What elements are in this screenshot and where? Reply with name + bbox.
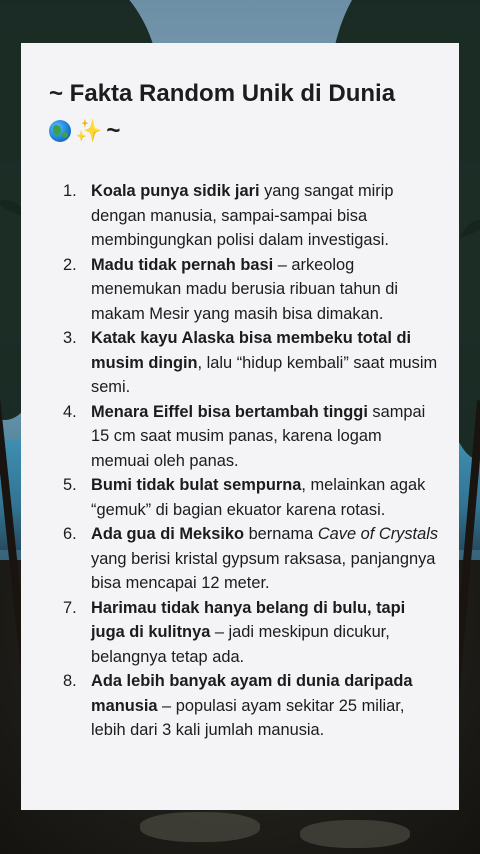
fact-highlight: Menara Eiffel bisa bertambah tinggi: [91, 402, 368, 421]
sparkles-icon: ✨: [75, 117, 103, 143]
title-text: ~ Fakta Random Unik di Dunia: [49, 80, 396, 107]
facts-card: [21, 43, 459, 810]
fact-item: [49, 326, 439, 400]
fact-highlight: Katak kayu Alaska bisa membeku total di musim dingin: [91, 329, 412, 372]
fact-item: [49, 179, 439, 253]
fact-text: – populasi ayam sekitar 25 miliar, lebih dari 3 kali jumlah manusia.: [91, 696, 405, 739]
fact-number: 4.: [63, 402, 77, 421]
fact-highlight: Madu tidak pernah basi: [91, 255, 274, 274]
fact-highlight: Ada lebih banyak ayam di dunia daripada manusia: [91, 672, 413, 715]
fact-text: bernama: [244, 525, 318, 543]
rock: [140, 812, 260, 842]
facts-list: [49, 179, 439, 743]
fact-number: 3.: [63, 329, 77, 347]
fact-item: [49, 473, 439, 522]
fact-item: [49, 522, 439, 596]
title-suffix: ~: [106, 116, 121, 144]
fact-highlight: Koala punya sidik jari: [91, 182, 260, 200]
fact-highlight: Harimau tidak hanya belang di bulu, tapi juga di kulitnya: [91, 598, 406, 641]
fact-text: – arkeolog menemukan madu berusia ribuan tahun di makam Mesir yang masih bisa dimakan.: [91, 255, 399, 323]
title-emojis: [49, 113, 120, 149]
post-title: [49, 76, 439, 149]
fact-item: [49, 596, 439, 670]
fact-number: 5.: [63, 476, 77, 494]
fact-number: 2.: [63, 255, 77, 274]
fact-item: [49, 669, 439, 743]
rock: [300, 820, 410, 848]
fact-item: [49, 253, 439, 327]
fact-text: yang berisi kristal gypsum raksasa, panjangnya bisa mencapai 12 meter.: [91, 549, 436, 592]
fact-number: 7.: [63, 598, 77, 617]
fact-text: , melainkan agak “gemuk” di bagian ekuator karena rotasi.: [91, 476, 426, 519]
fact-text: – jadi meskipun dicukur, belangnya tetap ada.: [91, 623, 390, 666]
fact-number: 8.: [63, 672, 77, 690]
fact-highlight: Ada gua di Meksiko: [91, 525, 245, 543]
fact-text: sampai 15 cm saat musim panas, karena logam memuai oleh panas.: [91, 402, 426, 470]
fact-number: 6.: [63, 525, 77, 543]
fact-text: yang sangat mirip dengan manusia, sampai-sampai bisa membingungkan polisi dalam investigasi.: [91, 182, 394, 249]
fact-highlight: Bumi tidak bulat sempurna: [91, 476, 302, 494]
fact-item: [49, 400, 439, 474]
fact-number: 1.: [63, 182, 77, 200]
fact-italic: Cave of Crystals: [317, 525, 439, 543]
globe-icon: [49, 120, 71, 142]
fact-text: , lalu “hidup kembali” saat musim semi.: [91, 353, 438, 396]
